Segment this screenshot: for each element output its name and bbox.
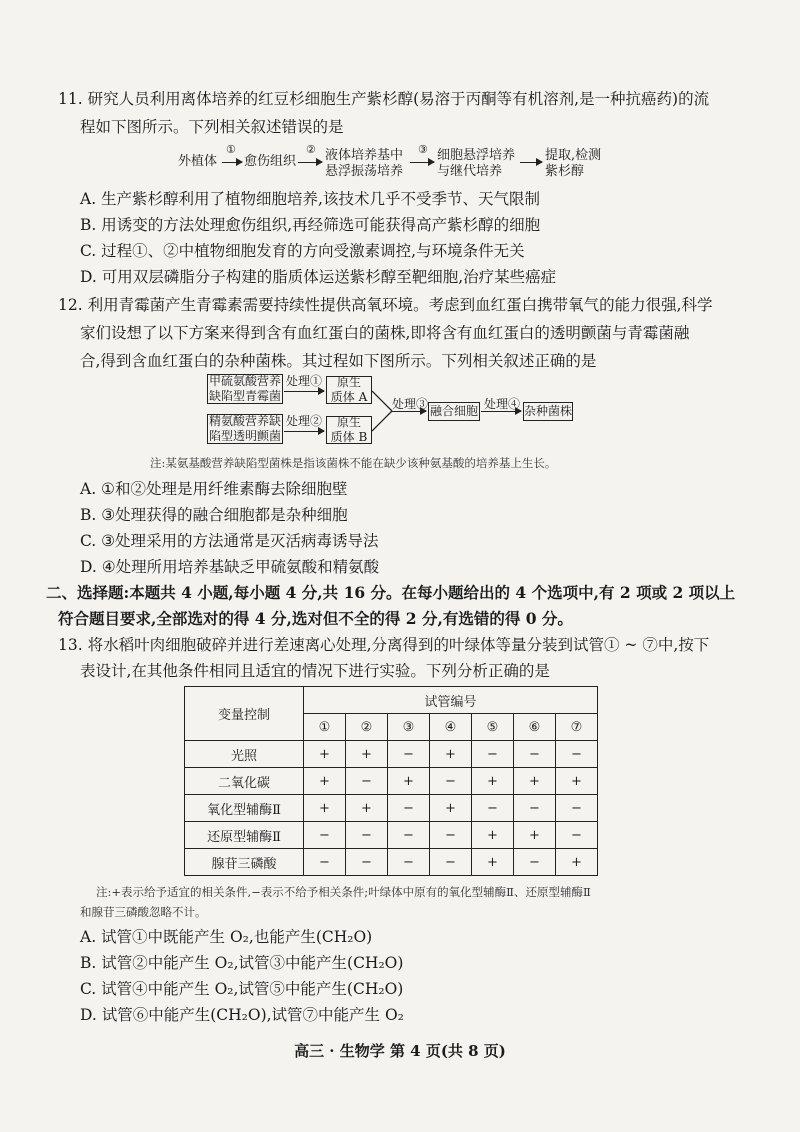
row-label-nadph: 还原型辅酶Ⅱ: [185, 822, 304, 849]
table-cell: +: [556, 849, 598, 876]
q11-stem-line1: 11. 研究人员利用离体培养的红豆杉细胞生产紫杉醇(易溶于丙酮等有机溶剂,是一种抗癌药)的流: [58, 90, 710, 108]
box-fused-cell: 融合细胞: [428, 402, 480, 421]
table-cell: −: [388, 849, 430, 876]
table-cell: +: [472, 768, 514, 795]
treatment2-label: 处理②: [286, 414, 323, 428]
tube-2: ②: [346, 714, 388, 741]
table-cell: −: [556, 822, 598, 849]
flow-liquid-culture-a: 液体培养基中: [325, 148, 404, 163]
table-cell: +: [304, 741, 346, 768]
flow-suspension-b: 与继代培养: [437, 164, 503, 179]
box-protoplast-b: [326, 416, 372, 444]
table-cell: −: [430, 822, 472, 849]
box-hybrid-strain: 杂种菌株: [523, 402, 573, 421]
table-cell: +: [514, 822, 556, 849]
table-cell: +: [472, 822, 514, 849]
table-cell: +: [430, 795, 472, 822]
table-cell: +: [304, 768, 346, 795]
q12-stem-line1: 12. 利用青霉菌产生青霉素需要持续性提供高氧环境。考虑到血红蛋白携带氧气的能力很强,科学: [58, 296, 713, 314]
treatment4-label: 处理④: [484, 397, 521, 411]
table-cell: +: [556, 768, 598, 795]
section2-heading-line1: 二、选择题:本题共 4 小题,每小题 4 分,共 16 分。在每小题给出的 4 个选项中,有 2 项或 2 项以上: [46, 583, 736, 602]
tube-6: ⑥: [514, 714, 556, 741]
row-label-co2: 二氧化碳: [185, 768, 304, 795]
flow-liquid-culture-b: 悬浮振荡培养: [325, 164, 404, 179]
table-cell: −: [472, 795, 514, 822]
flow-callus: 愈伤组织: [244, 154, 297, 169]
q11-option-c: C. 过程①、②中植物细胞发育的方向受激素调控,与环境条件无关: [80, 242, 525, 260]
table-cell: −: [472, 741, 514, 768]
table-cell: −: [430, 768, 472, 795]
table-row: [185, 768, 598, 795]
table-cell: +: [346, 795, 388, 822]
table-cell: −: [388, 822, 430, 849]
q12-option-d: D. ④处理所用培养基缺乏甲硫氨酸和精氨酸: [80, 558, 380, 576]
table-cell: −: [304, 822, 346, 849]
treatment3-arrow: [392, 411, 426, 412]
box-vitreoscilla: [207, 414, 283, 444]
table-row: [185, 741, 598, 768]
table-cell: −: [556, 795, 598, 822]
variable-control-table: [184, 686, 598, 876]
tube-3: ③: [388, 714, 430, 741]
flow-explant: 外植体: [178, 154, 218, 169]
flow-extract-b: 紫杉醇: [545, 164, 585, 179]
tube-4: ④: [430, 714, 472, 741]
table-header-variable: 变量控制: [185, 687, 304, 741]
protoplast-a-line1: 原生: [336, 375, 361, 389]
table-row: [185, 849, 598, 876]
page-footer: 高三 · 生物学 第 4 页(共 8 页): [294, 1042, 506, 1060]
tube-1: ①: [304, 714, 346, 741]
box-vitreoscilla-line2: 陷型透明颤菌: [208, 429, 281, 443]
q11-stem-line2: 程如下图所示。下列相关叙述错误的是: [80, 118, 344, 136]
q13-note-line1: 注:+表示给予适宜的相关条件,−表示不给予相关条件;叶绿体中原有的氧化型辅酶Ⅱ、还原型辅酶Ⅱ: [96, 885, 591, 899]
box-penicillium-line2: 缺陷型青霉菌: [208, 389, 281, 403]
flow-arrow4: [520, 162, 542, 163]
treatment1-arrow: [284, 391, 324, 392]
table-cell: +: [346, 741, 388, 768]
q11-option-b: B. 用诱变的方法处理愈伤组织,再经筛选可能获得高产紫杉醇的细胞: [80, 216, 541, 234]
flow-suspension-a: 细胞悬浮培养: [437, 148, 516, 163]
q11-option-d: D. 可用双层磷脂分子构建的脂质体运送紫杉醇至靶细胞,治疗某些癌症: [80, 268, 557, 286]
q13-note-line2: 和腺苷三磷酸忽略不计。: [80, 905, 207, 919]
box-protoplast-a: [326, 376, 372, 404]
q13-option-b: B. 试管②中能产生 O₂,试管③中能产生(CH₂O): [80, 954, 404, 972]
table-row: [185, 822, 598, 849]
table-cell: −: [514, 741, 556, 768]
row-label-atp: 腺苷三磷酸: [185, 849, 304, 876]
table-cell: −: [514, 849, 556, 876]
q12-stem-line2: 家们设想了以下方案来得到含有血红蛋白的菌株,即将含有血红蛋白的透明颤菌与青霉菌融: [80, 324, 690, 342]
protoplast-a-line2: 质体 A: [330, 390, 368, 404]
row-label-nadp: 氧化型辅酶Ⅱ: [185, 795, 304, 822]
treatment4-arrow: [481, 411, 521, 412]
protoplast-b-line1: 原生: [336, 415, 361, 429]
q13-option-c: C. 试管④中能产生 O₂,试管⑤中能产生(CH₂O): [80, 980, 404, 998]
box-penicillium: [207, 374, 283, 404]
q13-stem-line2: 表设计,在其他条件相同且适宜的情况下进行实验。下列分析正确的是: [80, 662, 550, 680]
q11-option-a: A. 生产紫杉醇利用了植物细胞培养,该技术几乎不受季节、天气限制: [80, 190, 540, 208]
table-row: [185, 795, 598, 822]
section2-heading-line2: 符合题目要求,全部选对的得 4 分,选对但不全的得 2 分,有选错的得 0 分。: [58, 609, 573, 628]
flow-extract-a: 提取,检测: [545, 148, 602, 163]
treatment2-arrow: [284, 431, 324, 432]
table-cell: +: [514, 768, 556, 795]
table-cell: −: [430, 849, 472, 876]
table-cell: −: [346, 822, 388, 849]
tube-7: ⑦: [556, 714, 598, 741]
row-label-light: 光照: [185, 741, 304, 768]
table-cell: +: [388, 768, 430, 795]
q12-option-c: C. ③处理采用的方法通常是灭活病毒诱导法: [80, 532, 379, 550]
tube-5: ⑤: [472, 714, 514, 741]
table-cell: −: [514, 795, 556, 822]
table-cell: −: [556, 741, 598, 768]
treatment3-label: 处理③: [392, 397, 429, 411]
q13-stem-line1: 13. 将水稻叶肉细胞破碎并进行差速离心处理,分离得到的叶绿体等量分装到试管① ~ ⑦中,按下: [58, 636, 710, 654]
table-cell: −: [304, 849, 346, 876]
flow-arrow3: [410, 162, 434, 163]
q12-option-b: B. ③处理获得的融合细胞都是杂种细胞: [80, 506, 348, 524]
flow-arrow2: [298, 162, 322, 163]
table-cell: −: [346, 768, 388, 795]
flow-step1-label: ①: [226, 143, 236, 156]
protoplast-b-line2: 质体 B: [330, 430, 368, 444]
table-header-tube: 试管编号: [304, 687, 598, 714]
box-penicillium-line1: 甲硫氨酸营养: [208, 374, 281, 388]
q12-option-a: A. ①和②处理是用纤维素酶去除细胞壁: [80, 480, 348, 498]
table-cell: +: [430, 741, 472, 768]
treatment1-label: 处理①: [286, 374, 323, 388]
flow-step3-label: ③: [418, 143, 428, 156]
q12-stem-line3: 合,得到含血红蛋白的杂种菌株。其过程如下图所示。下列相关叙述正确的是: [80, 352, 597, 370]
box-vitreoscilla-line1: 精氨酸营养缺: [208, 414, 281, 428]
q13-option-d: D. 试管⑥中能产生(CH₂O),试管⑦中能产生 O₂: [80, 1006, 404, 1024]
table-cell: −: [388, 795, 430, 822]
flow-step2-label: ②: [306, 143, 316, 156]
q13-option-a: A. 试管①中既能产生 O₂,也能产生(CH₂O): [80, 928, 373, 946]
table-cell: −: [346, 849, 388, 876]
flow-arrow1: [222, 162, 242, 163]
q12-note: 注:某氨基酸营养缺陷型菌株是指该菌株不能在缺少该种氨基酸的培养基上生长。: [150, 456, 557, 470]
table-cell: +: [472, 849, 514, 876]
table-cell: +: [304, 795, 346, 822]
table-cell: −: [388, 741, 430, 768]
